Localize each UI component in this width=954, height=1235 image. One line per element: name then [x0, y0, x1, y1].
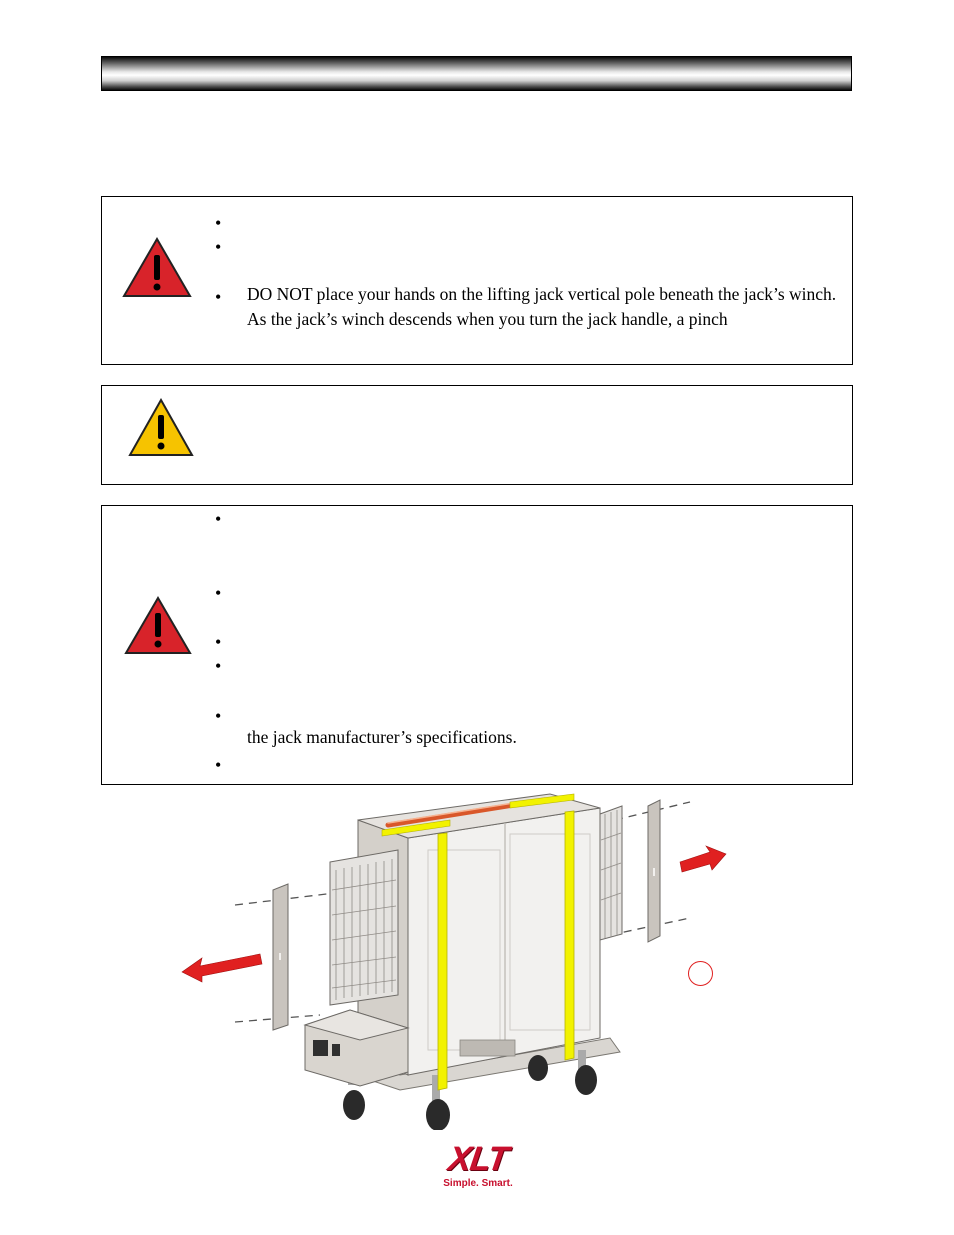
xlt-logo-tagline: Simple. Smart. [443, 1178, 513, 1189]
xlt-logo [428, 1142, 528, 1192]
danger-box-1 [101, 196, 853, 365]
bullet-dot-icon: • [215, 213, 222, 233]
caution-box [101, 385, 853, 485]
danger2-bullet-5-continuation: the jack manufacturer’s specifications. [247, 727, 517, 747]
bullet-dot-icon: • [215, 287, 222, 307]
callout-circle [688, 961, 713, 986]
bullet-dot-icon: • [215, 509, 222, 529]
equipment-illustration [160, 790, 760, 1130]
caution-triangle-icon [128, 398, 194, 458]
bullet-dot-icon: • [215, 755, 222, 775]
bullet-dot-icon: • [215, 656, 222, 676]
danger1-bullet-3: DO NOT place your hands on the lifting jack vertical pole beneath the jack’s winch. As the jack’s winch descends when you turn the jack handle, a pinch [247, 284, 837, 329]
bullet-dot-icon: • [215, 237, 222, 257]
section-header-bar [101, 56, 852, 91]
xlt-logo-brand: XLT [445, 1140, 511, 1178]
bullet-dot-icon: • [215, 632, 222, 652]
bullet-dot-icon: • [215, 706, 222, 726]
bullet-dot-icon: • [215, 583, 222, 603]
danger-triangle-icon [124, 596, 192, 656]
danger-triangle-icon [122, 237, 192, 299]
